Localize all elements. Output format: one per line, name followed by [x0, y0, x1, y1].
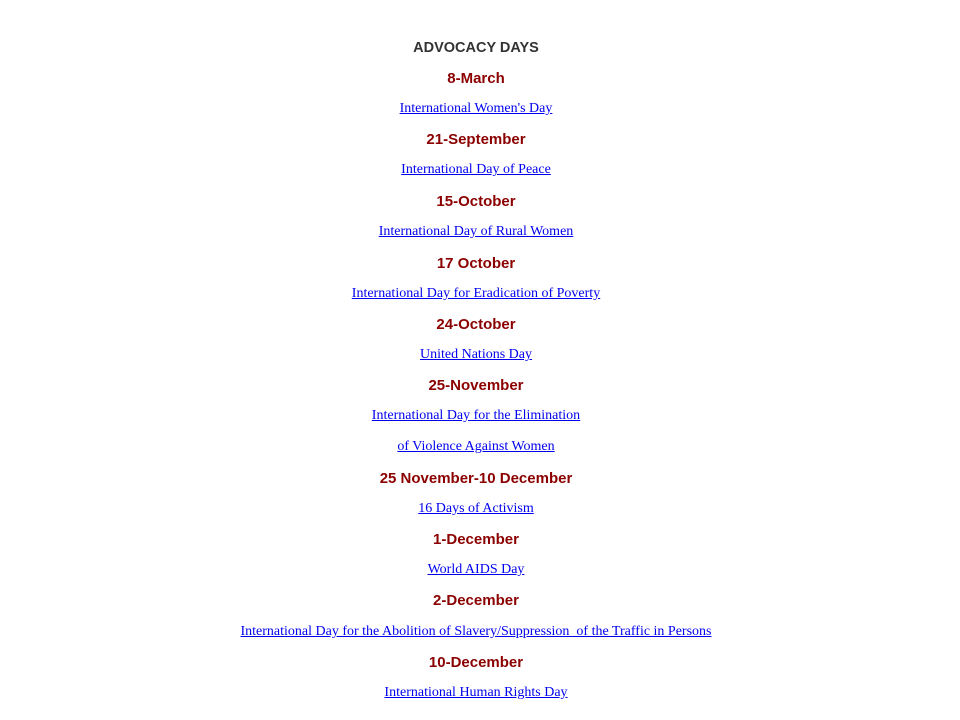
day-link[interactable]: International Day for Eradication of Poverty: [351, 286, 601, 301]
date-heading: 25 November-10 December: [379, 470, 573, 487]
day-link[interactable]: International Day for the Abolition of Slavery/Suppression of the Traffic in Persons: [240, 624, 712, 639]
day-link[interactable]: United Nations Day: [420, 347, 532, 362]
date-heading: 15-October: [436, 193, 516, 210]
day-link-continuation[interactable]: of Violence Against Women: [397, 439, 555, 454]
day-link[interactable]: International Women's Day: [399, 101, 553, 116]
day-link[interactable]: International Day of Peace: [401, 162, 551, 177]
date-heading: 10-December: [428, 654, 524, 671]
day-link[interactable]: 16 Days of Activism: [418, 501, 534, 516]
day-link[interactable]: International Day for the Elimination: [371, 408, 581, 423]
date-heading: 2-December: [433, 592, 519, 609]
page-title: ADVOCACY DAYS: [413, 40, 539, 56]
date-heading: 25-November: [428, 377, 524, 394]
day-link[interactable]: International Human Rights Day: [384, 685, 568, 700]
date-heading: 8-March: [447, 70, 505, 87]
day-link[interactable]: International Day of Rural Women: [378, 224, 574, 239]
day-link[interactable]: World AIDS Day: [427, 562, 525, 577]
date-heading: 1-December: [433, 531, 519, 548]
date-heading: 17 October: [436, 255, 516, 272]
date-heading: 24-October: [436, 316, 516, 333]
date-heading: 21-September: [426, 131, 526, 148]
